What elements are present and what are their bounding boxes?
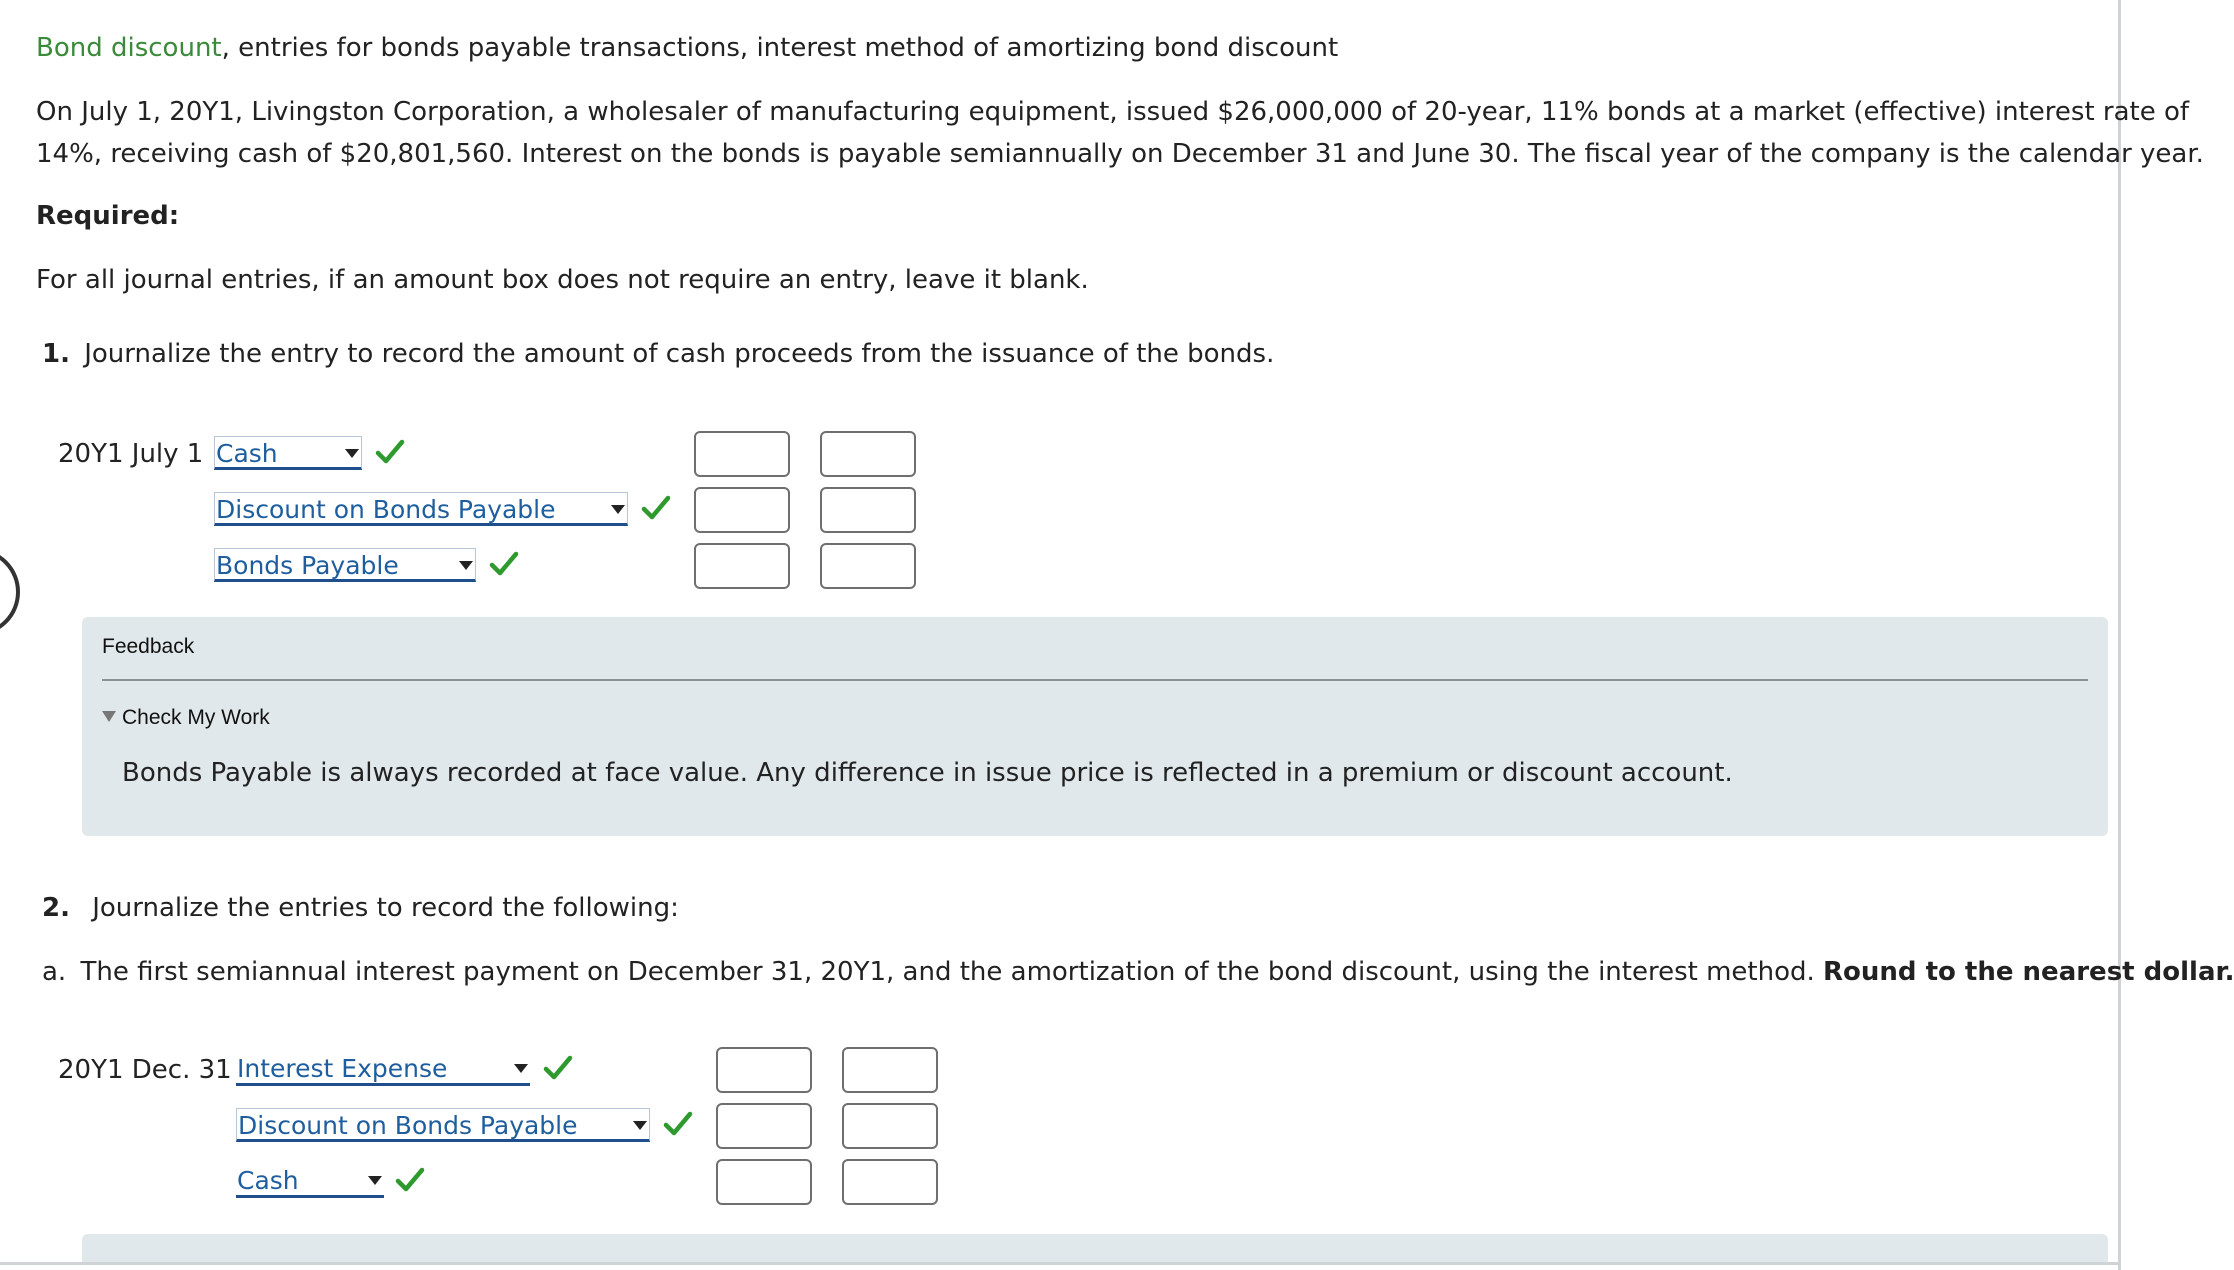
topic-text: , entries for bonds payable transactions, interest method of amortizing bond discount: [221, 33, 1339, 63]
feedback-panel: [82, 1234, 2108, 1262]
required-label: Required:: [36, 201, 180, 231]
topic-link[interactable]: Bond discount: [36, 33, 222, 63]
credit-amount-input[interactable]: [842, 1159, 938, 1205]
account-select-cash[interactable]: [236, 1164, 384, 1198]
part-2a-text: [42, 954, 2234, 990]
account-select-label: Bonds Payable: [216, 551, 399, 580]
checkmark-icon: [374, 436, 406, 468]
account-select-label: Cash: [237, 1166, 299, 1195]
part-2-heading: [42, 890, 679, 926]
circle-icon: [0, 548, 20, 636]
account-select-interest-expense[interactable]: [236, 1052, 530, 1086]
debit-amount-input[interactable]: [716, 1103, 812, 1149]
debit-amount-input[interactable]: [694, 543, 790, 589]
caret-down-icon: [345, 449, 359, 458]
debit-amount-input[interactable]: [716, 1047, 812, 1093]
account-select-label: Interest Expense: [237, 1054, 448, 1083]
checkmark-icon: [488, 548, 520, 580]
entry-2a-date: 20Y1 Dec. 31: [58, 1055, 232, 1085]
account-select-discount[interactable]: [214, 492, 628, 526]
caret-down-icon: [459, 561, 473, 570]
account-select-bonds-payable[interactable]: [214, 548, 476, 582]
part-2-text: Journalize the entries to record the following:: [92, 893, 679, 923]
part-2a-body: The first semiannual interest payment on December 31, 20Y1, and the amortization of the bond discount, using the interest method.: [80, 957, 1815, 987]
part-1-number: 1.: [42, 339, 70, 369]
debit-amount-input[interactable]: [694, 431, 790, 477]
caret-down-icon: [611, 505, 625, 514]
bottom-border: [0, 1262, 2118, 1265]
problem-line-1: On July 1, 20Y1, Livingston Corporation, a wholesaler of manufacturing equipment, issued $26,000,000 of 20-year, 11% bonds at a market (effective) interest rate of: [36, 97, 2190, 127]
check-my-work-toggle[interactable]: Check My Work: [122, 706, 270, 729]
part-2a-prefix: a.: [42, 957, 67, 987]
debit-amount-input[interactable]: [694, 487, 790, 533]
account-select-cash[interactable]: [214, 436, 362, 470]
instruction-text: For all journal entries, if an amount box does not require an entry, leave it blank.: [36, 265, 1089, 295]
caret-down-icon: [368, 1176, 382, 1185]
feedback-panel: [82, 617, 2108, 836]
credit-amount-input[interactable]: [820, 431, 916, 477]
feedback-divider: [102, 679, 2088, 681]
debit-amount-input[interactable]: [716, 1159, 812, 1205]
account-select-label: Cash: [216, 439, 278, 468]
account-select-label: Discount on Bonds Payable: [238, 1111, 578, 1140]
part-1-text: Journalize the entry to record the amount of cash proceeds from the issuance of the bonds.: [84, 339, 1275, 369]
credit-amount-input[interactable]: [842, 1103, 938, 1149]
checkmark-icon: [640, 492, 672, 524]
caret-down-icon: [514, 1064, 528, 1073]
page-title: [36, 30, 1338, 66]
account-select-label: Discount on Bonds Payable: [216, 495, 556, 524]
part-2a-rounding: Round to the nearest dollar.: [1823, 957, 2234, 987]
credit-amount-input[interactable]: [820, 487, 916, 533]
credit-amount-input[interactable]: [842, 1047, 938, 1093]
account-select-discount[interactable]: [236, 1108, 650, 1142]
scroll-border: [2118, 0, 2121, 1270]
entry-1-date: 20Y1 July 1: [58, 439, 204, 469]
feedback-title: Feedback: [102, 635, 195, 658]
part-1-heading: [42, 336, 1274, 372]
part-2-number: 2.: [42, 893, 70, 923]
feedback-text: Bonds Payable is always recorded at face value. Any difference in issue price is reflected in a premium or discount account.: [122, 758, 1733, 788]
triangle-down-icon[interactable]: [102, 711, 116, 722]
credit-amount-input[interactable]: [820, 543, 916, 589]
checkmark-icon: [542, 1052, 574, 1084]
caret-down-icon: [633, 1121, 647, 1130]
problem-line-2: 14%, receiving cash of $20,801,560. Interest on the bonds is payable semiannually on December 31 and June 30. The fiscal year of the company is the calendar year.: [36, 139, 2204, 169]
checkmark-icon: [394, 1164, 426, 1196]
checkmark-icon: [662, 1108, 694, 1140]
